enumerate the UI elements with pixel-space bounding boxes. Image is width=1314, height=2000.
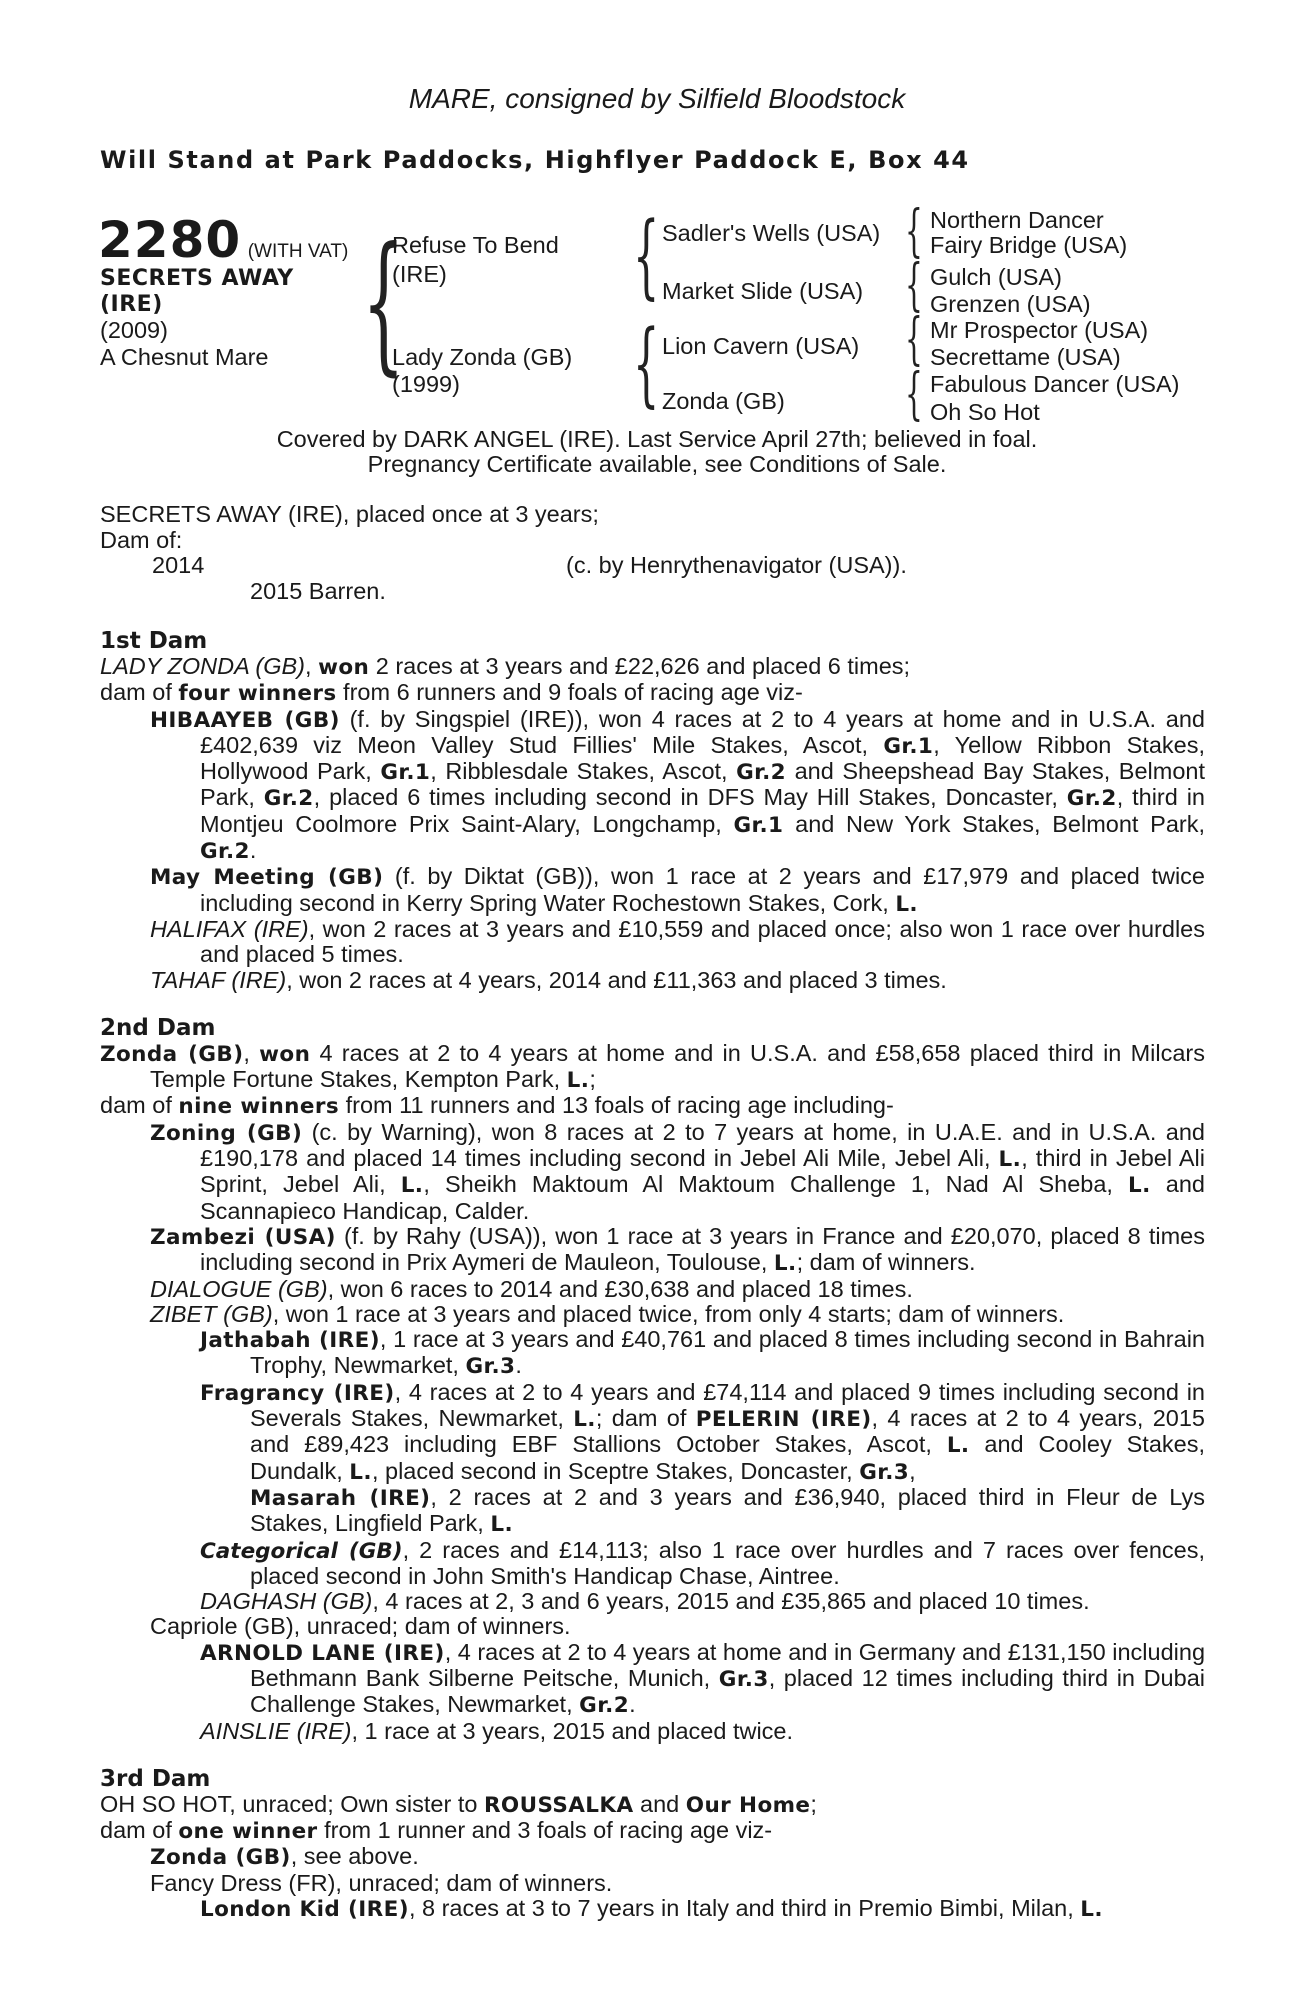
second-dam-heading: 2nd Dam	[100, 1014, 216, 1041]
page-title: MARE, consigned by Silfield Bloodstock	[408, 83, 906, 114]
third-dam-heading: 3rd Dam	[100, 1765, 211, 1792]
ds-brace: {	[905, 307, 923, 372]
dam-year: (1999)	[392, 371, 460, 397]
first-dam-runner-halifax: HALIFAX (IRE), won 2 races at 3 years and £10,559 and placed once; also won 1 race over hurdles and placed 5 times.	[150, 915, 1205, 968]
horse-name: SECRETS AWAY	[100, 266, 294, 291]
sire-origin: (IRE)	[392, 261, 447, 287]
second-dam-summary: Zonda (GB), won 4 races at 2 to 4 years at home and in U.S.A. and £58,658 placed third in Milcars Temple Fortune Stakes, Kempton Park, L.;	[100, 1039, 1205, 1094]
sd-brace: {	[905, 253, 923, 318]
first-dam-runner-hibaayeb: HIBAAYEB (GB) (f. by Singspiel (IRE)), won 4 races at 2 to 4 years at home and in U.S.A. and £402,639 viz Meon Valley Stud Fillies' Mile Stakes, Ascot, Gr.1, Yellow Ribbon Stakes, Hollywood Park, Gr.1, Ribblesdale Stakes, Ascot, Gr.2 and Sheepshead Bay Stakes, Belmont Park, Gr.2, placed 6 times including second in DFS May Hill Stakes, Doncaster, Gr.2, third in Montjeu Coolmore Prix Saint-Alary, Longchamp, Gr.1 and New York Stakes, Belmont Park, Gr.2.	[150, 705, 1205, 865]
horse-year: (2009)	[100, 317, 168, 343]
produce-intro: SECRETS AWAY (IRE), placed once at 3 years;	[100, 501, 599, 527]
third-dam-summary: OH SO HOT, unraced; Own sister to ROUSSALKA and Our Home;	[100, 1790, 817, 1818]
produce-2014-year: 2014	[152, 552, 205, 578]
dam: Lady Zonda (GB)	[392, 344, 573, 370]
zibet-produce-fragrancy: Fragrancy (IRE), 4 races at 2 to 4 years and £74,114 and placed 9 times including second in Severals Stakes, Newmarket, L.; dam of PELERIN (IRE), 4 races at 2 to 4 years, 2015 and £89,423 including EBF Stallions October Stakes, Ascot, L. and Cooley Stakes, Dundalk, L., placed second in Sceptre Stakes, Doncaster, Gr.3, Masarah (IRE), 2 races at 2 and 3 years and £36,940, placed third in Fleur de Lys Stakes, Lingfield Park, L.	[200, 1378, 1205, 1538]
sd-sire: Gulch (USA)	[930, 264, 1062, 290]
produce-2015: 2015 Barren.	[250, 578, 386, 604]
second-dam-runner-capriole: Capriole (GB), unraced; dam of winners.	[150, 1613, 571, 1640]
covered-line: Covered by DARK ANGEL (IRE). Last Service April 27th; believed in foal.	[276, 426, 1038, 452]
dd-dam: Oh So Hot	[930, 399, 1040, 425]
horse-name-origin: (IRE)	[100, 292, 163, 317]
sire-dam-brace: {	[362, 216, 405, 390]
first-dam-produce-count: dam of four winners from 6 runners and 9 foals of racing age viz-	[100, 679, 803, 707]
second-dam-runner-zibet: ZIBET (GB), won 1 race at 3 years and placed twice, from only 4 starts; dam of winners.	[150, 1300, 1065, 1327]
third-dam-runner-zonda: Zonda (GB), see above.	[150, 1843, 419, 1871]
third-dam-runner-fancy-dress: Fancy Dress (FR), unraced; dam of winners.	[150, 1869, 613, 1896]
first-dam-runner-may-meeting: May Meeting (GB) (f. by Diktat (GB)), won 1 race at 2 years and £17,979 and placed twice including second in Kerry Spring Water Rochestown Stakes, Cork, L.	[150, 863, 1205, 917]
pregnancy-line: Pregnancy Certificate available, see Conditions of Sale.	[367, 451, 947, 477]
fancy-dress-produce-london-kid: London Kid (IRE), 8 races at 3 to 7 years in Italy and third in Premio Bimbi, Milan, L.	[200, 1895, 1103, 1923]
second-dam-runner-zoning: Zoning (GB) (c. by Warning), won 8 races at 2 to 7 years at home, in U.A.E. and in U.S.A. and £190,178 and placed 14 times including second in Jebel Ali Mile, Jebel Ali, L., third in Jebel Ali Sprint, Jebel Ali, L., Sheikh Maktoum Al Maktoum Challenge 1, Nad Al Sheba, L. and Scannapieco Handicap, Calder.	[150, 1118, 1205, 1224]
sd-dam: Grenzen (USA)	[930, 291, 1091, 317]
dd-sire: Fabulous Dancer (USA)	[930, 371, 1180, 397]
capriole-produce-arnold-lane: ARNOLD LANE (IRE), 4 races at 2 to 4 years at home and in Germany and £131,150 including Bethmann Bank Silberne Peitsche, Munich, Gr.3, placed 12 times including third in Dubai Challenge Stakes, Newmarket, Gr.2.	[200, 1638, 1206, 1719]
lot-number: 2280	[98, 211, 242, 269]
produce-2014-detail: (c. by Henrythenavigator (USA)).	[566, 552, 907, 578]
dam-line-brace: {	[633, 310, 660, 417]
zibet-produce-jathabah: Jathabah (IRE), 1 race at 3 years and £40,761 and placed 8 times including second in Bahrain Trophy, Newmarket, Gr.3.	[200, 1326, 1205, 1380]
zibet-produce-categorical: Categorical (GB), 2 races and £14,113; also 1 race over hurdles and 7 races over fences, placed second in John Smith's Handicap Chase, Aintree.	[200, 1536, 1206, 1589]
dam-of-label: Dam of:	[100, 527, 183, 553]
vat-note: (WITH VAT)	[247, 241, 349, 262]
second-dam-runner-zambezi: Zambezi (USA) (f. by Rahy (USA)), won 1 race at 3 years in France and £20,070, placed 8 times including second in Prix Aymeri de Mauleon, Toulouse, L.; dam of winners.	[150, 1222, 1205, 1277]
third-dam-produce-count: dam of one winner from 1 runner and 3 foals of racing age viz-	[100, 1817, 773, 1845]
stand-location: Will Stand at Park Paddocks, Highflyer Paddock E, Box 44	[100, 146, 970, 174]
first-dam-runner-tahaf: TAHAF (IRE), won 2 races at 4 years, 2014 and £11,363 and placed 3 times.	[150, 966, 947, 993]
sire-line-brace: {	[633, 202, 660, 309]
family-record	[100, 628, 1205, 1922]
first-dam-summary: LADY ZONDA (GB), won 2 races at 3 years and £22,626 and placed 6 times;	[100, 653, 911, 680]
ds-dam: Secrettame (USA)	[930, 344, 1121, 370]
second-dam-runner-dialogue: DIALOGUE (GB), won 6 races to 2014 and £30,638 and placed 18 times.	[150, 1275, 913, 1302]
sire-sire: Sadler's Wells (USA)	[662, 220, 881, 246]
sire-dam: Market Slide (USA)	[662, 278, 864, 304]
dam-sire: Lion Cavern (USA)	[662, 333, 860, 359]
sire: Refuse To Bend	[392, 232, 559, 258]
capriole-produce-ainslie: AINSLIE (IRE), 1 race at 3 years, 2015 and placed twice.	[200, 1717, 794, 1744]
ss-dam: Fairy Bridge (USA)	[930, 232, 1128, 258]
zibet-produce-daghash: DAGHASH (GB), 4 races at 2, 3 and 6 years, 2015 and £35,865 and placed 10 times.	[200, 1588, 1090, 1615]
ds-sire: Mr Prospector (USA)	[930, 317, 1149, 343]
dd-brace: {	[905, 362, 923, 427]
first-dam-heading: 1st Dam	[100, 628, 208, 654]
lot-number-block	[98, 211, 349, 269]
ss-brace: {	[905, 199, 923, 264]
ss-sire: Northern Dancer	[930, 207, 1104, 233]
dam-dam: Zonda (GB)	[662, 388, 785, 414]
second-dam-produce-count: dam of nine winners from 11 runners and 13 foals of racing age including-	[100, 1092, 894, 1120]
horse-description: A Chesnut Mare	[100, 344, 269, 370]
